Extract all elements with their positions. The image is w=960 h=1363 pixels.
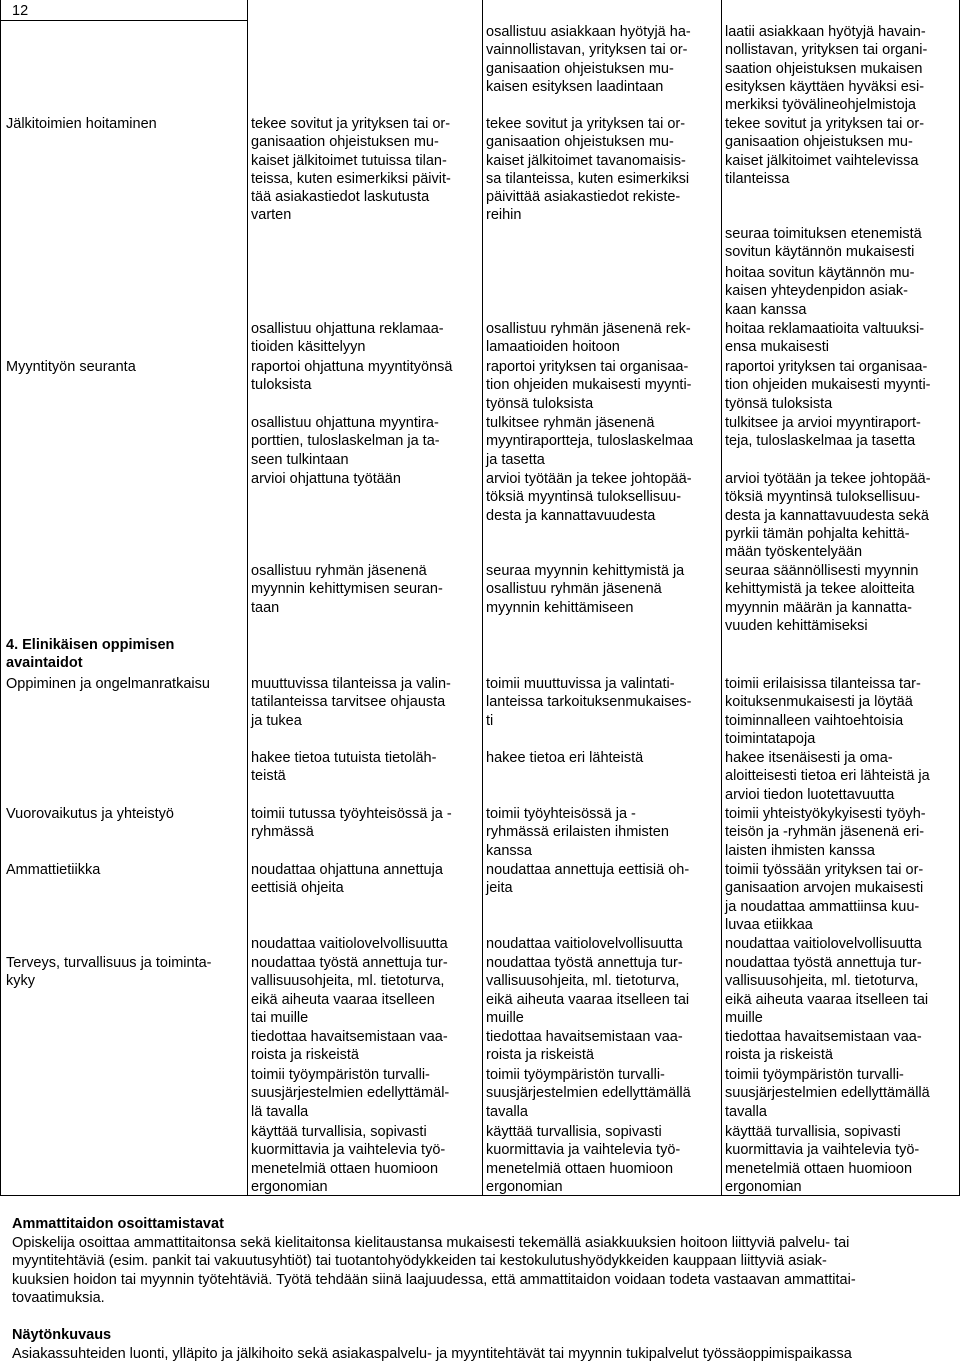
table-cell: muuttuvissa tilanteissa ja valin- tatilanteissa tarvitsee ohjausta ja tukea xyxy=(251,676,451,729)
table-cell: raportoi yrityksen tai organisaa- tion ohjeiden mukaisesti myynti- työnsä tuloksista xyxy=(725,359,931,412)
table-cell: seuraa säännöllisesti myynnin kehittymistä ja tekee aloitteita myynnin määrän ja kannatta- vuuden kehittämiseksi xyxy=(725,563,919,634)
table-cell: laatii asiakkaan hyötyjä havain- nollistavan, yrityksen tai organi- saation ohjeistuksen mukaisen esityksen käyttäen hyväksi esi- merkiksi työvälineohjelmistoja xyxy=(725,24,928,114)
table-cell: osallistuu ohjattuna myyntira- porttien, tuloslaskelman ja ta- seen tulkintaan xyxy=(251,415,440,468)
table-cell: toimii työyhteisössä ja - ryhmässä erilaisten ihmisten kanssa xyxy=(486,806,669,859)
table-column-divider xyxy=(482,0,483,1196)
description-text: Asiakassuhteiden luonti, ylläpito ja jälkihoito sekä asiakaspalvelu- ja myyntitehtävät tai myynnin tukipalvelut työssäoppimispaikassa xyxy=(12,1346,852,1362)
table-cell: käyttää turvallisia, sopivasti kuormittavia ja vaihtelevia työ- menetelmiä ottaen huomioon ergonomian xyxy=(251,1124,446,1195)
table-cell: noudattaa vaitiolovelvollisuutta xyxy=(251,936,448,952)
row-header: Myyntityön seuranta xyxy=(6,359,136,375)
table-cell: tiedottaa havaitsemistaan vaa- roista ja riskeistä xyxy=(486,1029,683,1064)
table-cell: seuraa toimituksen etenemistä sovitun käytännön mukaisesti xyxy=(725,226,922,261)
table-cell: noudattaa vaitiolovelvollisuutta xyxy=(725,936,922,952)
table-cell: käyttää turvallisia, sopivasti kuormittavia ja vaihtelevia työ- menetelmiä ottaen huomioon ergonomian xyxy=(725,1124,920,1195)
table-column-divider xyxy=(721,0,722,1196)
row-header: Oppiminen ja ongelmanratkaisu xyxy=(6,676,210,692)
table-cell: hoitaa sovitun käytännön mu- kaisen yhteydenpidon asiak- kaan kanssa xyxy=(725,265,915,318)
table-cell: osallistuu ryhmän jäsenenä rek- lamaatioiden hoitoon xyxy=(486,321,691,356)
table-cell: tiedottaa havaitsemistaan vaa- roista ja riskeistä xyxy=(725,1029,922,1064)
table-cell: hakee tietoa tutuista tietoläh- teistä xyxy=(251,750,437,785)
table-cell: tiedottaa havaitsemistaan vaa- roista ja riskeistä xyxy=(251,1029,448,1064)
table-cell: tekee sovitut ja yrityksen tai or- ganisaation ohjeistuksen mu- kaiset jälkitoimet tavanomaisis- sa tilanteissa, kuten esimerkiksi päivittää asiakastiedot rekiste- reihin xyxy=(486,116,690,224)
table-cell: tulkitsee ja arvioi myyntiraport- teja, tuloslaskelmaa ja tasetta xyxy=(725,415,921,450)
table-cell: noudattaa annettuja eettisiä oh- jeita xyxy=(486,862,690,897)
table-cell: seuraa myynnin kehittymistä ja osallistuu ryhmän jäsenenä myynnin kehittämiseen xyxy=(486,563,685,616)
table-cell: toimii yhteistyökykyisesti työyh- teisön ja -ryhmän jäsenenä eri- laisten ihmisten kanssa xyxy=(725,806,926,859)
table-cell: arvioi työtään ja tekee johtopää- töksiä myyntinsä tuloksellisuu- desta ja kannattavuudesta sekä pyrkii tämän pohjalta kehittä- mään työskentelyään xyxy=(725,471,931,561)
table-cell: noudattaa ohjattuna annettuja eettisiä ohjeita xyxy=(251,862,443,897)
table-cell: toimii työympäristön turvalli- suusjärjestelmien edellyttämällä tavalla xyxy=(486,1067,691,1120)
table-cell: toimii muuttuvissa ja valintati- lanteissa tarkoituksenmukaises- ti xyxy=(486,676,692,729)
page-number-divider xyxy=(0,20,247,21)
table-cell: toimii työssään yrityksen tai or- ganisaation arvojen mukaisesti ja noudattaa ammattiinsa kuu- luvaa etiikkaa xyxy=(725,862,924,933)
table-cell: osallistuu ryhmän jäsenenä myynnin kehittymisen seuran- taan xyxy=(251,563,443,616)
table-cell: tulkitsee ryhmän jäsenenä myyntiraportteja, tuloslaskelmaa ja tasetta xyxy=(486,415,694,468)
section-heading: 4. Elinikäisen oppimisen avaintaidot xyxy=(6,637,175,672)
table-cell: noudattaa työstä annettuja tur- vallisuusohjeita, ml. tietoturva, eikä aiheuta vaaraa itselleen tai muille xyxy=(486,955,690,1026)
table-cell: arvioi ohjattuna työtään xyxy=(251,471,401,487)
table-cell: arvioi työtään ja tekee johtopää- töksiä myyntinsä tuloksellisuu- desta ja kannattavuudesta xyxy=(486,471,692,524)
table-cell: hakee itsenäisesti ja oma- aloitteisesti tietoa eri lähteistä ja arvioi tiedon luotettavuutta xyxy=(725,750,930,803)
table-cell: osallistuu asiakkaan hyötyjä ha- vainnollistavan, yrityksen tai or- ganisaation ohjeistuksen mu- kaisen esityksen laadintaan xyxy=(486,24,691,95)
table-cell: toimii erilaisissa tilanteissa tar- koituksenmukaisesti ja löytää toiminnalleen vaihtoehtoisia toimintatapoja xyxy=(725,676,921,747)
table-cell: raportoi yrityksen tai organisaa- tion ohjeiden mukaisesti myynti- työnsä tuloksista xyxy=(486,359,692,412)
description-heading: Näytönkuvaus xyxy=(12,1327,112,1343)
table-cell: toimii työympäristön turvalli- suusjärjestelmien edellyttämällä tavalla xyxy=(725,1067,930,1120)
table-cell: noudattaa työstä annettuja tur- vallisuusohjeita, ml. tietoturva, eikä aiheuta vaaraa itselleen tai muille xyxy=(725,955,929,1026)
table-cell: hakee tietoa eri lähteistä xyxy=(486,750,644,766)
table-cell: osallistuu ohjattuna reklamaa- tioiden käsittelyyn xyxy=(251,321,444,356)
table-cell: tekee sovitut ja yrityksen tai or- ganisaation ohjeistuksen mu- kaiset jälkitoimet vaihtelevissa tilanteissa xyxy=(725,116,925,187)
table-cell: käyttää turvallisia, sopivasti kuormittavia ja vaihtelevia työ- menetelmiä ottaen huomioon ergonomian xyxy=(486,1124,681,1195)
demonstration-text: Opiskelija osoittaa ammattitaitonsa sekä kielitaitonsa kielitaustansa mukaisesti tekemällä asiakkuuksien hoitoon liittyviä palvelu- tai myyntitehtäviä (esim. pankit tai vakuutusyhtiöt) tai tuotantohyödykkeiden tai kestokulutushyödykkeiden kauppaan liittyviä asiak- kuuksien hoidon tai myynnin työtehtäviä. Työtä tehdään siinä laajuudessa, että ammattitaidon voidaan todeta vastaavan ammattitai- tovaatimuksia. xyxy=(12,1235,856,1306)
table-cell: toimii työympäristön turvalli- suusjärjestelmien edellyttämäl- lä tavalla xyxy=(251,1067,450,1120)
table-cell: hoitaa reklamaatioita valtuuksi- ensa mukaisesti xyxy=(725,321,925,356)
row-header: Jälkitoimien hoitaminen xyxy=(6,116,157,132)
table-cell: tekee sovitut ja yrityksen tai or- ganisaation ohjeistuksen mu- kaiset jälkitoimet tutuissa tilan- teissa, kuten esimerkiksi päivit- tää asiakastiedot laskutusta varten xyxy=(251,116,451,224)
table-cell: noudattaa työstä annettuja tur- vallisuusohjeita, ml. tietoturva, eikä aiheuta vaaraa itselleen tai muille xyxy=(251,955,448,1026)
table-column-divider xyxy=(247,0,248,1196)
row-header: Terveys, turvallisuus ja toiminta- kyky xyxy=(6,955,212,990)
table-border-left xyxy=(0,0,1,1196)
row-header: Vuorovaikutus ja yhteistyö xyxy=(6,806,174,822)
row-header: Ammattietiikka xyxy=(6,862,101,878)
page-number: 12 xyxy=(12,3,29,19)
table-cell: noudattaa vaitiolovelvollisuutta xyxy=(486,936,683,952)
demonstration-heading: Ammattitaidon osoittamistavat xyxy=(12,1216,224,1232)
table-cell: raportoi ohjattuna myyntityönsä tuloksista xyxy=(251,359,453,394)
table-cell: toimii tutussa työyhteisössä ja - ryhmässä xyxy=(251,806,452,841)
